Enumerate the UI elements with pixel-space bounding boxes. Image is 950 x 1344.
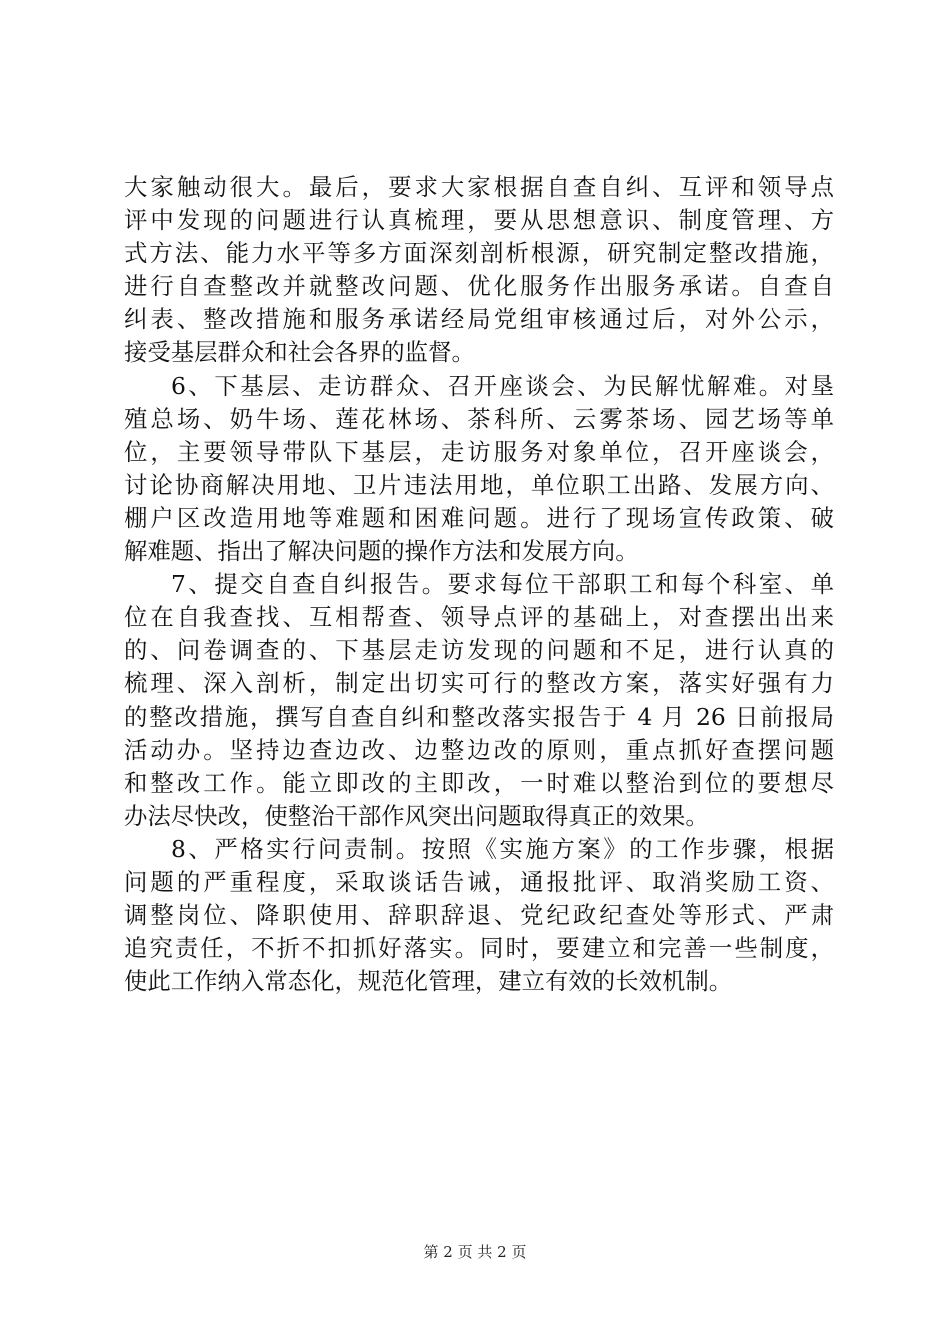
text-line: 解难题、指出了解决问题的操作方法和发展方向。 xyxy=(124,537,639,566)
paragraph-item-8 xyxy=(124,833,834,998)
text-line: 评中发现的问题进行认真梳理，要从思想意识、制度管理、方 xyxy=(124,206,834,235)
text-line: 式方法、能力水平等多方面深刻剖析根源，研究制定整改措施， xyxy=(124,239,834,268)
document-body xyxy=(124,171,834,998)
text-line: 办法尽快改，使整治干部作风突出问题取得真正的效果。 xyxy=(124,801,709,830)
text-line: 进行自查整改并就整改问题、优化服务作出服务承诺。自查自 xyxy=(124,272,834,301)
page-number-footer: 第 2 页 共 2 页 xyxy=(423,1243,527,1261)
text-line: 纠表、整改措施和服务承诺经局党组审核通过后，对外公示， xyxy=(124,305,834,334)
text-line: 8、严格实行问责制。按照《实施方案》的工作步骤，根据 xyxy=(171,834,834,863)
text-line: 活动办。坚持边查边改、边整边改的原则，重点抓好查摆问题 xyxy=(124,735,834,764)
text-line: 接受基层群众和社会各界的监督。 xyxy=(124,338,475,367)
text-line: 棚户区改造用地等难题和困难问题。进行了现场宣传政策、破 xyxy=(124,503,834,532)
text-line: 7、提交自查自纠报告。要求每位干部职工和每个科室、单 xyxy=(171,570,834,599)
text-line: 6、下基层、走访群众、召开座谈会、为民解忧解难。对垦 xyxy=(171,371,834,400)
text-line: 梳理、深入剖析，制定出切实可行的整改方案，落实好强有力 xyxy=(124,669,834,698)
text-line: 追究责任，不折不扣抓好落实。同时，要建立和完善一些制度， xyxy=(124,934,834,963)
text-line: 的、问卷调查的、下基层走访发现的问题和不足，进行认真的 xyxy=(124,636,834,665)
paragraph-item-7 xyxy=(124,568,834,833)
text-line: 的整改措施，撰写自查自纠和整改落实报告于 4 月 26 日前报局 xyxy=(124,702,834,731)
paragraph-5-continued xyxy=(124,171,834,370)
text-line: 位，主要领导带队下基层，走访服务对象单位，召开座谈会， xyxy=(124,437,834,466)
text-line: 调整岗位、降职使用、辞职辞退、党纪政纪查处等形式、严肃 xyxy=(124,901,834,930)
text-line: 大家触动很大。最后，要求大家根据自查自纠、互评和领导点 xyxy=(124,173,834,201)
text-line: 位在自我查找、互相帮查、领导点评的基础上，对查摆出出来 xyxy=(124,603,834,632)
paragraph-item-6 xyxy=(124,370,834,569)
text-line: 问题的严重程度，采取谈话告诫，通报批评、取消奖励工资、 xyxy=(124,867,834,896)
text-line: 使此工作纳入常态化，规范化管理，建立有效的长效机制。 xyxy=(124,967,733,996)
text-line: 殖总场、奶牛场、莲花林场、茶科所、云雾茶场、园艺场等单 xyxy=(124,404,834,433)
text-line: 和整改工作。能立即改的主即改，一时难以整治到位的要想尽 xyxy=(124,768,834,797)
text-line: 讨论协商解决用地、卫片违法用地，单位职工出路、发展方向、 xyxy=(124,470,834,499)
